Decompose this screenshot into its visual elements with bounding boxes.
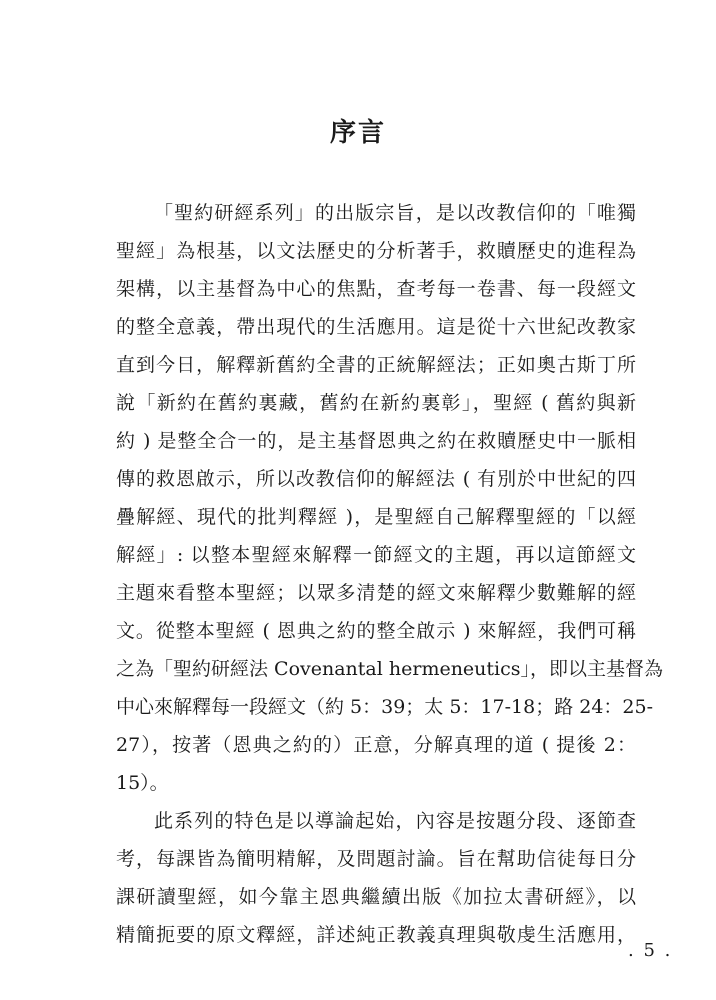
text-line: 之為「聖約研經法 Covenantal hermeneutics」，即以主基督為 (116, 658, 664, 680)
text-line: 說「新約在舊約裏藏，舊約在新約裏彰」，聖經 ( 舊約與新 (116, 392, 636, 414)
text-line: 27），按著（恩典之約的）正意，分解真理的道 ( 提後 2： (116, 734, 636, 756)
text-line: 解經」: 以整本聖經來解釋一節經文的主題，再以這節經文 (116, 544, 636, 566)
text-line: 主題來看整本聖經；以眾多清楚的經文來解釋少數難解的經 (116, 582, 636, 604)
text-line: 的整全意義，帶出現代的生活應用。這是從十六世紀改教家 (116, 316, 636, 338)
text-line: 約 ) 是整全合一的，是主基督恩典之約在救贖歷史中一脈相 (116, 430, 636, 452)
text-line: 傳的救恩啟示，所以改教信仰的解經法 ( 有別於中世紀的四 (116, 468, 636, 490)
text-line: 直到今日，解釋新舊約全書的正統解經法；正如奧古斯丁所 (116, 354, 636, 376)
text-line: 精簡扼要的原文釋經，詳述純正教義真理與敬虔生活應用， (116, 924, 636, 946)
text-line: 疊解經、現代的批判釋經 )，是聖經自己解釋聖經的「以經 (116, 506, 636, 528)
text-line: 文。從整本聖經 ( 恩典之約的整全啟示 ) 來解經，我們可稱 (116, 620, 636, 642)
text-line: 聖經」為根基，以文法歷史的分析著手，救贖歷史的進程為 (116, 240, 636, 262)
text-line: 中心來解釋每一段經文（約 5：39；太 5：17-18；路 24：25- (116, 696, 654, 718)
text-line: 考，每課皆為簡明精解，及問題討論。旨在幫助信徒每日分 (116, 848, 636, 870)
text-line: 「聖約研經系列」的出版宗旨，是以改教信仰的「唯獨 (154, 202, 636, 224)
text-line: 架構，以主基督為中心的焦點，查考每一卷書、每一段經文 (116, 278, 636, 300)
text-line: 15）。 (116, 772, 169, 794)
page-title: 序言 (329, 118, 386, 148)
body-text (116, 194, 664, 954)
text-line: 課研讀聖經，如今靠主恩典繼續出版《加拉太書研經》，以 (116, 886, 636, 908)
page-number: . 5 . (628, 940, 673, 961)
text-line: 此系列的特色是以導論起始，內容是按題分段、逐節查 (154, 810, 636, 832)
